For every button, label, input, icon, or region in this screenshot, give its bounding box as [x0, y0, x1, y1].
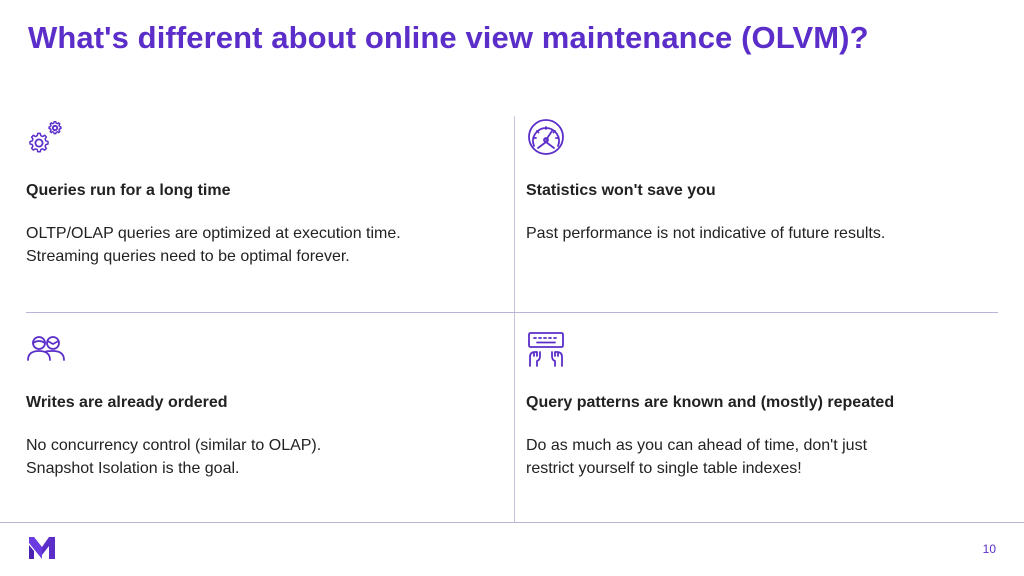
cell-body [526, 222, 885, 245]
horizontal-divider [26, 312, 998, 313]
speedometer-icon [526, 118, 566, 158]
cell-body-line: OLTP/OLAP queries are optimized at execution time. [26, 225, 401, 242]
brand-logo-icon [28, 536, 56, 560]
cell-body-line: restrict yourself to single table indexes! [526, 460, 802, 477]
cell-heading: Queries run for a long time [26, 182, 231, 199]
cell-body [26, 434, 321, 480]
footer-divider [0, 522, 1024, 523]
cell-body-line: Streaming queries need to be optimal forever. [26, 248, 350, 265]
cell-body-line: Past performance is not indicative of future results. [526, 225, 886, 242]
cell-body [26, 222, 401, 268]
slide-title: What's different about online view maintenance (OLVM)? [28, 20, 869, 55]
vertical-divider [514, 116, 515, 522]
cell-heading: Query patterns are known and (mostly) repeated [526, 394, 895, 411]
page-number: 10 [982, 542, 996, 556]
gears-icon [26, 118, 66, 158]
keyboard-hands-icon [526, 330, 566, 370]
people-icon [26, 330, 66, 370]
cell-body-line: Do as much as you can ahead of time, don't just [526, 437, 868, 454]
cell-heading: Statistics won't save you [526, 182, 716, 199]
cell-body-line: Snapshot Isolation is the goal. [26, 460, 240, 477]
cell-body [526, 434, 867, 480]
cell-body-line: No concurrency control (similar to OLAP). [26, 437, 322, 454]
cell-heading: Writes are already ordered [26, 394, 228, 411]
